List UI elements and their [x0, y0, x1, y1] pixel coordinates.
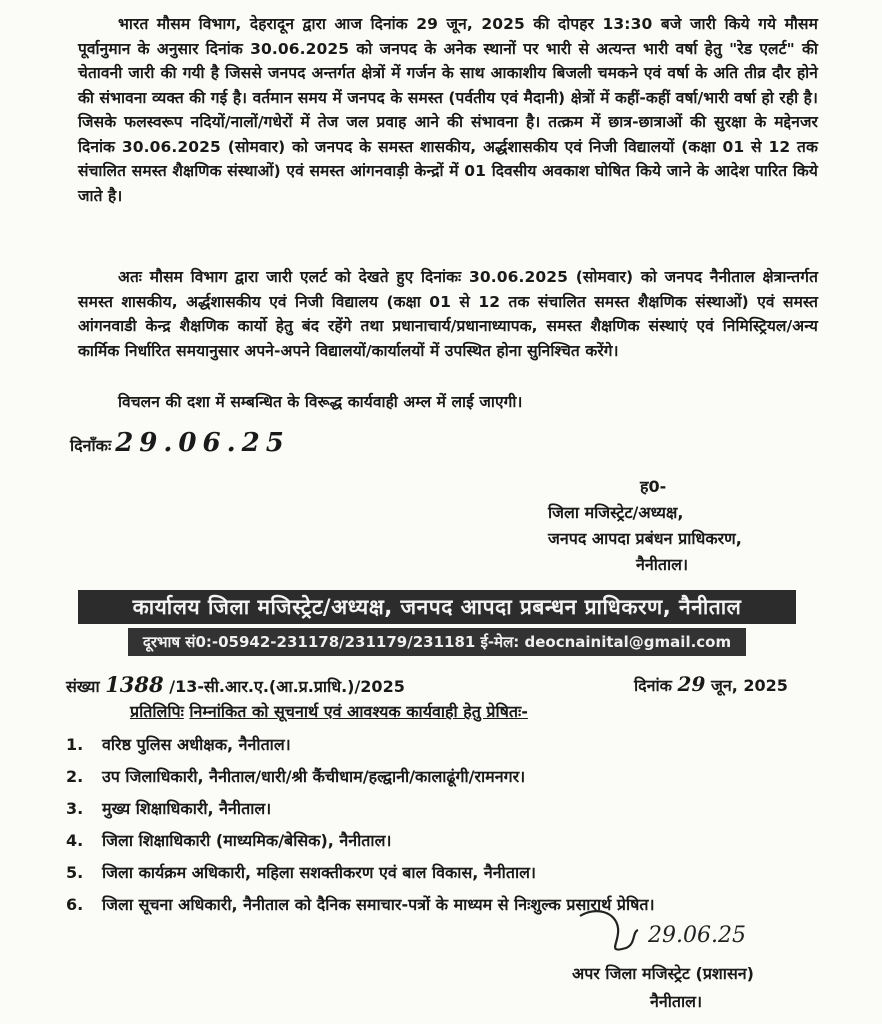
list-item: 5. जिला कार्यक्रम अधिकारी, महिला सशक्तीकरण एवं बाल विकास, नैनीताल। [66, 863, 536, 882]
list-item: 6. जिला सूचना अधिकारी, नैनीताल को दैनिक समाचार-पत्रों के माध्यम से निःशुल्क प्रसारार्थ प्रेषित। [66, 895, 655, 914]
copy-heading [130, 700, 528, 722]
copy-label: प्रतिलिपिः [130, 702, 184, 721]
list-item: 3. मुख्य शिक्षाधिकारी, नैनीताल। [66, 799, 272, 818]
handwritten-date: 29.06.25 [115, 428, 290, 458]
order-paragraph-2: अतः मौसम विभाग द्वारा जारी एलर्ट को देखते हुए दिनांकः 30.06.2025 (सोमवार) को जनपद नैनीताल क्षेत्रान्तर्गत समस्त शासकीय, अर्द्धशासकीय एवं निजी विद्यालय (कक्षा 01 से 12 तक संचालित समस्त शैक्षणिक संस्थाओं) एवं समस्त आंगनवाडी केन्द्र शैक्षणिक कार्यो हेतु बंद रहेंगे तथा प्रधानाचार्य/प्रधानाध्यापक, समस्त शैक्षणिक संस्थाएं एवं निमिस्ट्रियल/अन्य कार्मिक निर्धारित समयानुसार अपने-अपने विद्यालयों/कार्यालयों में उपस्थित होना सुनिश्चित करेंगे। [78, 268, 818, 360]
copy-text: निम्नांकित को सूचनार्थ एवं आवश्यक कार्यवाही हेतु प्रेषितः- [189, 702, 528, 721]
ref-date-day: 29 [677, 672, 706, 696]
order-paragraph-3: विचलन की दशा में सम्बन्धित के विरूद्ध कार्यवाही अम्ल में लाई जाएगी। [118, 393, 523, 411]
handwritten-signature [576, 902, 816, 962]
list-item: 4. जिला शिक्षाधिकारी (माध्यमिक/बेसिक), नैनीताल। [66, 831, 392, 850]
order-date [70, 428, 290, 458]
signed-mark: ह0- [640, 477, 667, 496]
date-label: दिनाँकः [70, 436, 112, 455]
reference-date [634, 672, 788, 696]
dm-authority: जनपद आपदा प्रबंधन प्राधिकरण, [548, 529, 742, 548]
ref-suffix: /13-सी.आर.ए.(आ.प्र.प्राधि.)/2025 [169, 677, 405, 696]
signature-date: 29.06.25 [648, 923, 746, 948]
ref-date-prefix: दिनांक [634, 676, 672, 695]
list-item: 2. उप जिलाधिकारी, नैनीताल/धारी/श्री कैंचीधाम/हल्द्वानी/कालाढूंगी/रामनगर। [66, 767, 526, 786]
adm-signature-block [572, 960, 754, 1016]
list-item: 1. वरिष्ठ पुलिस अधीक्षक, नैनीताल। [66, 735, 291, 754]
order-paragraph-1: भारत मौसम विभाग, देहरादून द्वारा आज दिनांक 29 जून, 2025 की दोपहर 13:30 बजे जारी किये गये मौसम पूर्वानुमान के अनुसार दिनांक 30.06.2025 को जनपद के अनेक स्थानों पर भारी से अत्यन्त भारी वर्षा हेतु "रेड एलर्ट" की चेतावनी जारी की गयी है जिससे जनपद अन्तर्गत क्षेत्रों में गर्जन के साथ आकाशीय बिजली चमकने एवं वर्षा के अति तीव्र दौर होने की संभावना व्यक्त की गई है। वर्तमान समय में जनपद के समस्त (पर्वतीय एवं मैदानी) क्षेत्रों में कहीं-कहीं वर्षा/भारी वर्षा हो रही है। जिसके फलस्वरूप नदियों/नालों/गधेरों में तेज जल प्रवाह आने की संभावना है। तत्क्रम में छात्र-छात्राओं की सुरक्षा के मद्देनजर दिनांक 30.06.2025 (सोमवार) को जनपद के समस्त शासकीय, अर्द्धशासकीय एवं निजी विद्यालयों (कक्षा 01 से 12 तक संचालित समस्त शैक्षणिक संस्थाओं) एवं समस्त आंगनवाड़ी केन्द्रों में 01 दिवसीय अवकाश घोषित किये जाने के आदेश पारित किये जाते है। [78, 15, 818, 205]
dm-city: नैनीताल। [636, 555, 689, 574]
adm-city: नैनीताल। [650, 992, 703, 1011]
reference-number [66, 672, 405, 697]
ref-date-rest: जून, 2025 [710, 676, 788, 695]
distribution-list [66, 733, 826, 925]
ref-prefix: संख्या [66, 677, 100, 696]
dm-signature-block [548, 474, 742, 578]
office-contact-banner: दूरभाष सं0:-05942-231178/231179/231181 ई-मेल: deocnainital@gmail.com [128, 628, 746, 656]
ref-number: 1388 [105, 672, 164, 697]
office-title-banner: कार्यालय जिला मजिस्ट्रेट/अध्यक्ष, जनपद आपदा प्रबन्धन प्राधिकरण, नैनीताल [78, 590, 796, 624]
adm-designation: अपर जिला मजिस्ट्रेट (प्रशासन) [572, 964, 754, 983]
dm-designation: जिला मजिस्ट्रेट/अध्यक्ष, [548, 503, 684, 522]
